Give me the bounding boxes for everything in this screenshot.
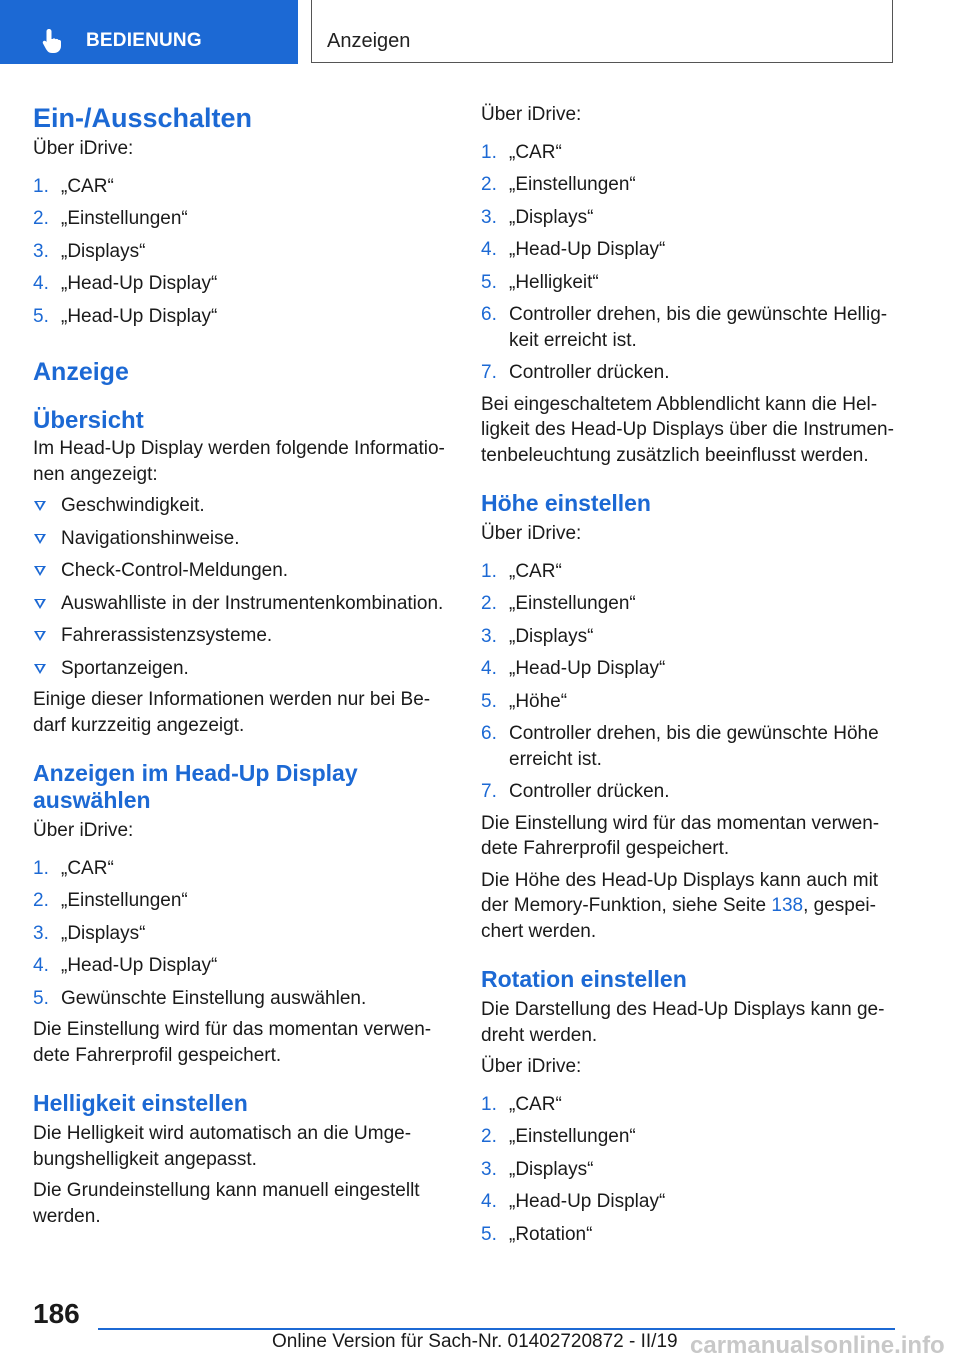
- r1-steps: [481, 140, 899, 386]
- s3-bullets: [33, 493, 451, 681]
- list-item: 2. „Einstellungen“: [481, 593, 636, 614]
- r3-intro: Über iDrive:: [481, 1056, 582, 1077]
- chapter-label: Anzeigen: [327, 30, 411, 52]
- list-item: 4. „Head-Up Display“: [33, 955, 218, 976]
- list-item: 6. Controller drehen, bis die gewünschte Höhe erreicht ist.: [481, 723, 879, 770]
- section-label: BEDIENUNG: [86, 30, 202, 51]
- s5-text2: Die Grundeinstellung kann manuell eingestellt werden.: [33, 1180, 420, 1227]
- list-item: 4. „Head-Up Display“: [481, 1191, 666, 1212]
- r2-note2: Die Höhe des Head-Up Displays kann auch mit der Memory-Funktion, siehe Seite 138, gespei-chert werden.: [481, 869, 879, 942]
- r1-intro: Über iDrive:: [481, 104, 582, 125]
- s1-steps: [33, 174, 451, 330]
- heading-rotation: Rotation einstellen: [481, 966, 687, 992]
- list-item: 4. „Head-Up Display“: [481, 239, 666, 260]
- list-item: 4. „Head-Up Display“: [481, 658, 666, 679]
- list-item: Fahrerassistenzsysteme.: [33, 623, 451, 649]
- footer-divider: [98, 1328, 895, 1330]
- list-item: Geschwindigkeit.: [33, 493, 451, 519]
- heading-helligkeit: Helligkeit einstellen: [33, 1090, 248, 1116]
- s4-steps: [33, 856, 451, 1012]
- list-item: 6. Controller drehen, bis die gewünschte Hellig-keit erreicht ist.: [481, 304, 888, 351]
- r3-text: Die Darstellung des Head-Up Displays kann ge-dreht werden.: [481, 999, 885, 1046]
- s5-text1: Die Helligkeit wird automatisch an die Umge-bungshelligkeit angepasst.: [33, 1123, 412, 1170]
- triangle-bullet-icon: [34, 534, 46, 544]
- list-item: Auswahlliste in der Instrumentenkombination.: [33, 591, 451, 617]
- s3-note: Einige dieser Informationen werden nur bei Be-darf kurzzeitig angezeigt.: [33, 689, 431, 736]
- heading-ein-ausschalten: Ein-/Ausschalten: [33, 103, 253, 133]
- list-item: 1. „CAR“: [481, 141, 562, 163]
- chapter-header: [311, 0, 893, 63]
- r2-note1: Die Einstellung wird für das momentan verwen-dete Fahrerprofil gespeichert.: [481, 812, 880, 859]
- list-item: 3. „Displays“: [481, 625, 594, 647]
- list-item: 3. „Displays“: [33, 240, 146, 262]
- triangle-bullet-icon: [34, 599, 46, 609]
- list-item: 5. Gewünschte Einstellung auswählen.: [33, 987, 367, 1009]
- s4-intro: Über iDrive:: [33, 820, 134, 841]
- list-item: Check-Control-Meldungen.: [33, 558, 451, 584]
- list-item: 5. „Head-Up Display“: [33, 305, 218, 327]
- heading-anzeigen-auswaehlen: Anzeigen im Head-Up Display auswählen: [33, 760, 358, 813]
- list-item: 5. „Höhe“: [481, 690, 568, 712]
- watermark: carmanualsonline.info: [690, 1332, 945, 1359]
- list-item: 2. „Einstellungen“: [33, 208, 188, 229]
- r3-steps: [481, 1092, 899, 1248]
- list-item: Sportanzeigen.: [33, 656, 451, 682]
- pointing-hand-icon: [40, 27, 68, 55]
- r2-intro: Über iDrive:: [481, 523, 582, 544]
- page-number: 186: [33, 1298, 80, 1329]
- list-item: 5. „Helligkeit“: [481, 271, 599, 293]
- r2-steps: [481, 559, 899, 805]
- list-item: 5. „Rotation“: [481, 1223, 593, 1245]
- heading-uebersicht: Übersicht: [33, 407, 144, 434]
- list-item: 4. „Head-Up Display“: [33, 273, 218, 294]
- r1-note: Bei eingeschaltetem Abblendlicht kann die Hel-ligkeit des Head-Up Displays über die Instrumen-tenbeleuchtung zusätzlich beeinflusst werden.: [481, 393, 894, 466]
- list-item: 7. Controller drücken.: [481, 781, 670, 802]
- s1-intro: Über iDrive:: [33, 138, 134, 159]
- list-item: 1. „CAR“: [33, 857, 114, 879]
- list-item: 1. „CAR“: [481, 1093, 562, 1115]
- list-item: 2. „Einstellungen“: [33, 890, 188, 911]
- list-item: 3. „Displays“: [481, 206, 594, 228]
- list-item: 7. Controller drücken.: [481, 362, 670, 383]
- triangle-bullet-icon: [34, 501, 46, 511]
- list-item: 2. „Einstellungen“: [481, 174, 636, 195]
- s3-text: Im Head-Up Display werden folgende Informatio-nen angezeigt:: [33, 438, 445, 485]
- page-link-138[interactable]: 138: [771, 895, 804, 916]
- online-version-text: Online Version für Sach-Nr. 01402720872 - II/19: [272, 1331, 678, 1352]
- heading-hoehe: Höhe einstellen: [481, 490, 651, 516]
- triangle-bullet-icon: [34, 566, 46, 576]
- list-item: 1. „CAR“: [33, 175, 114, 197]
- s4-note: Die Einstellung wird für das momentan verwen-dete Fahrerprofil gespeichert.: [33, 1019, 432, 1066]
- list-item: 1. „CAR“: [481, 560, 562, 582]
- section-tab: [0, 0, 298, 64]
- triangle-bullet-icon: [34, 631, 46, 641]
- left-column: [33, 100, 451, 1229]
- list-item: 3. „Displays“: [33, 922, 146, 944]
- list-item: 2. „Einstellungen“: [481, 1126, 636, 1147]
- triangle-bullet-icon: [34, 664, 46, 674]
- heading-anzeige: Anzeige: [33, 358, 129, 386]
- list-item: 3. „Displays“: [481, 1158, 594, 1180]
- list-item: Navigationshinweise.: [33, 526, 451, 552]
- right-column: [481, 102, 899, 1247]
